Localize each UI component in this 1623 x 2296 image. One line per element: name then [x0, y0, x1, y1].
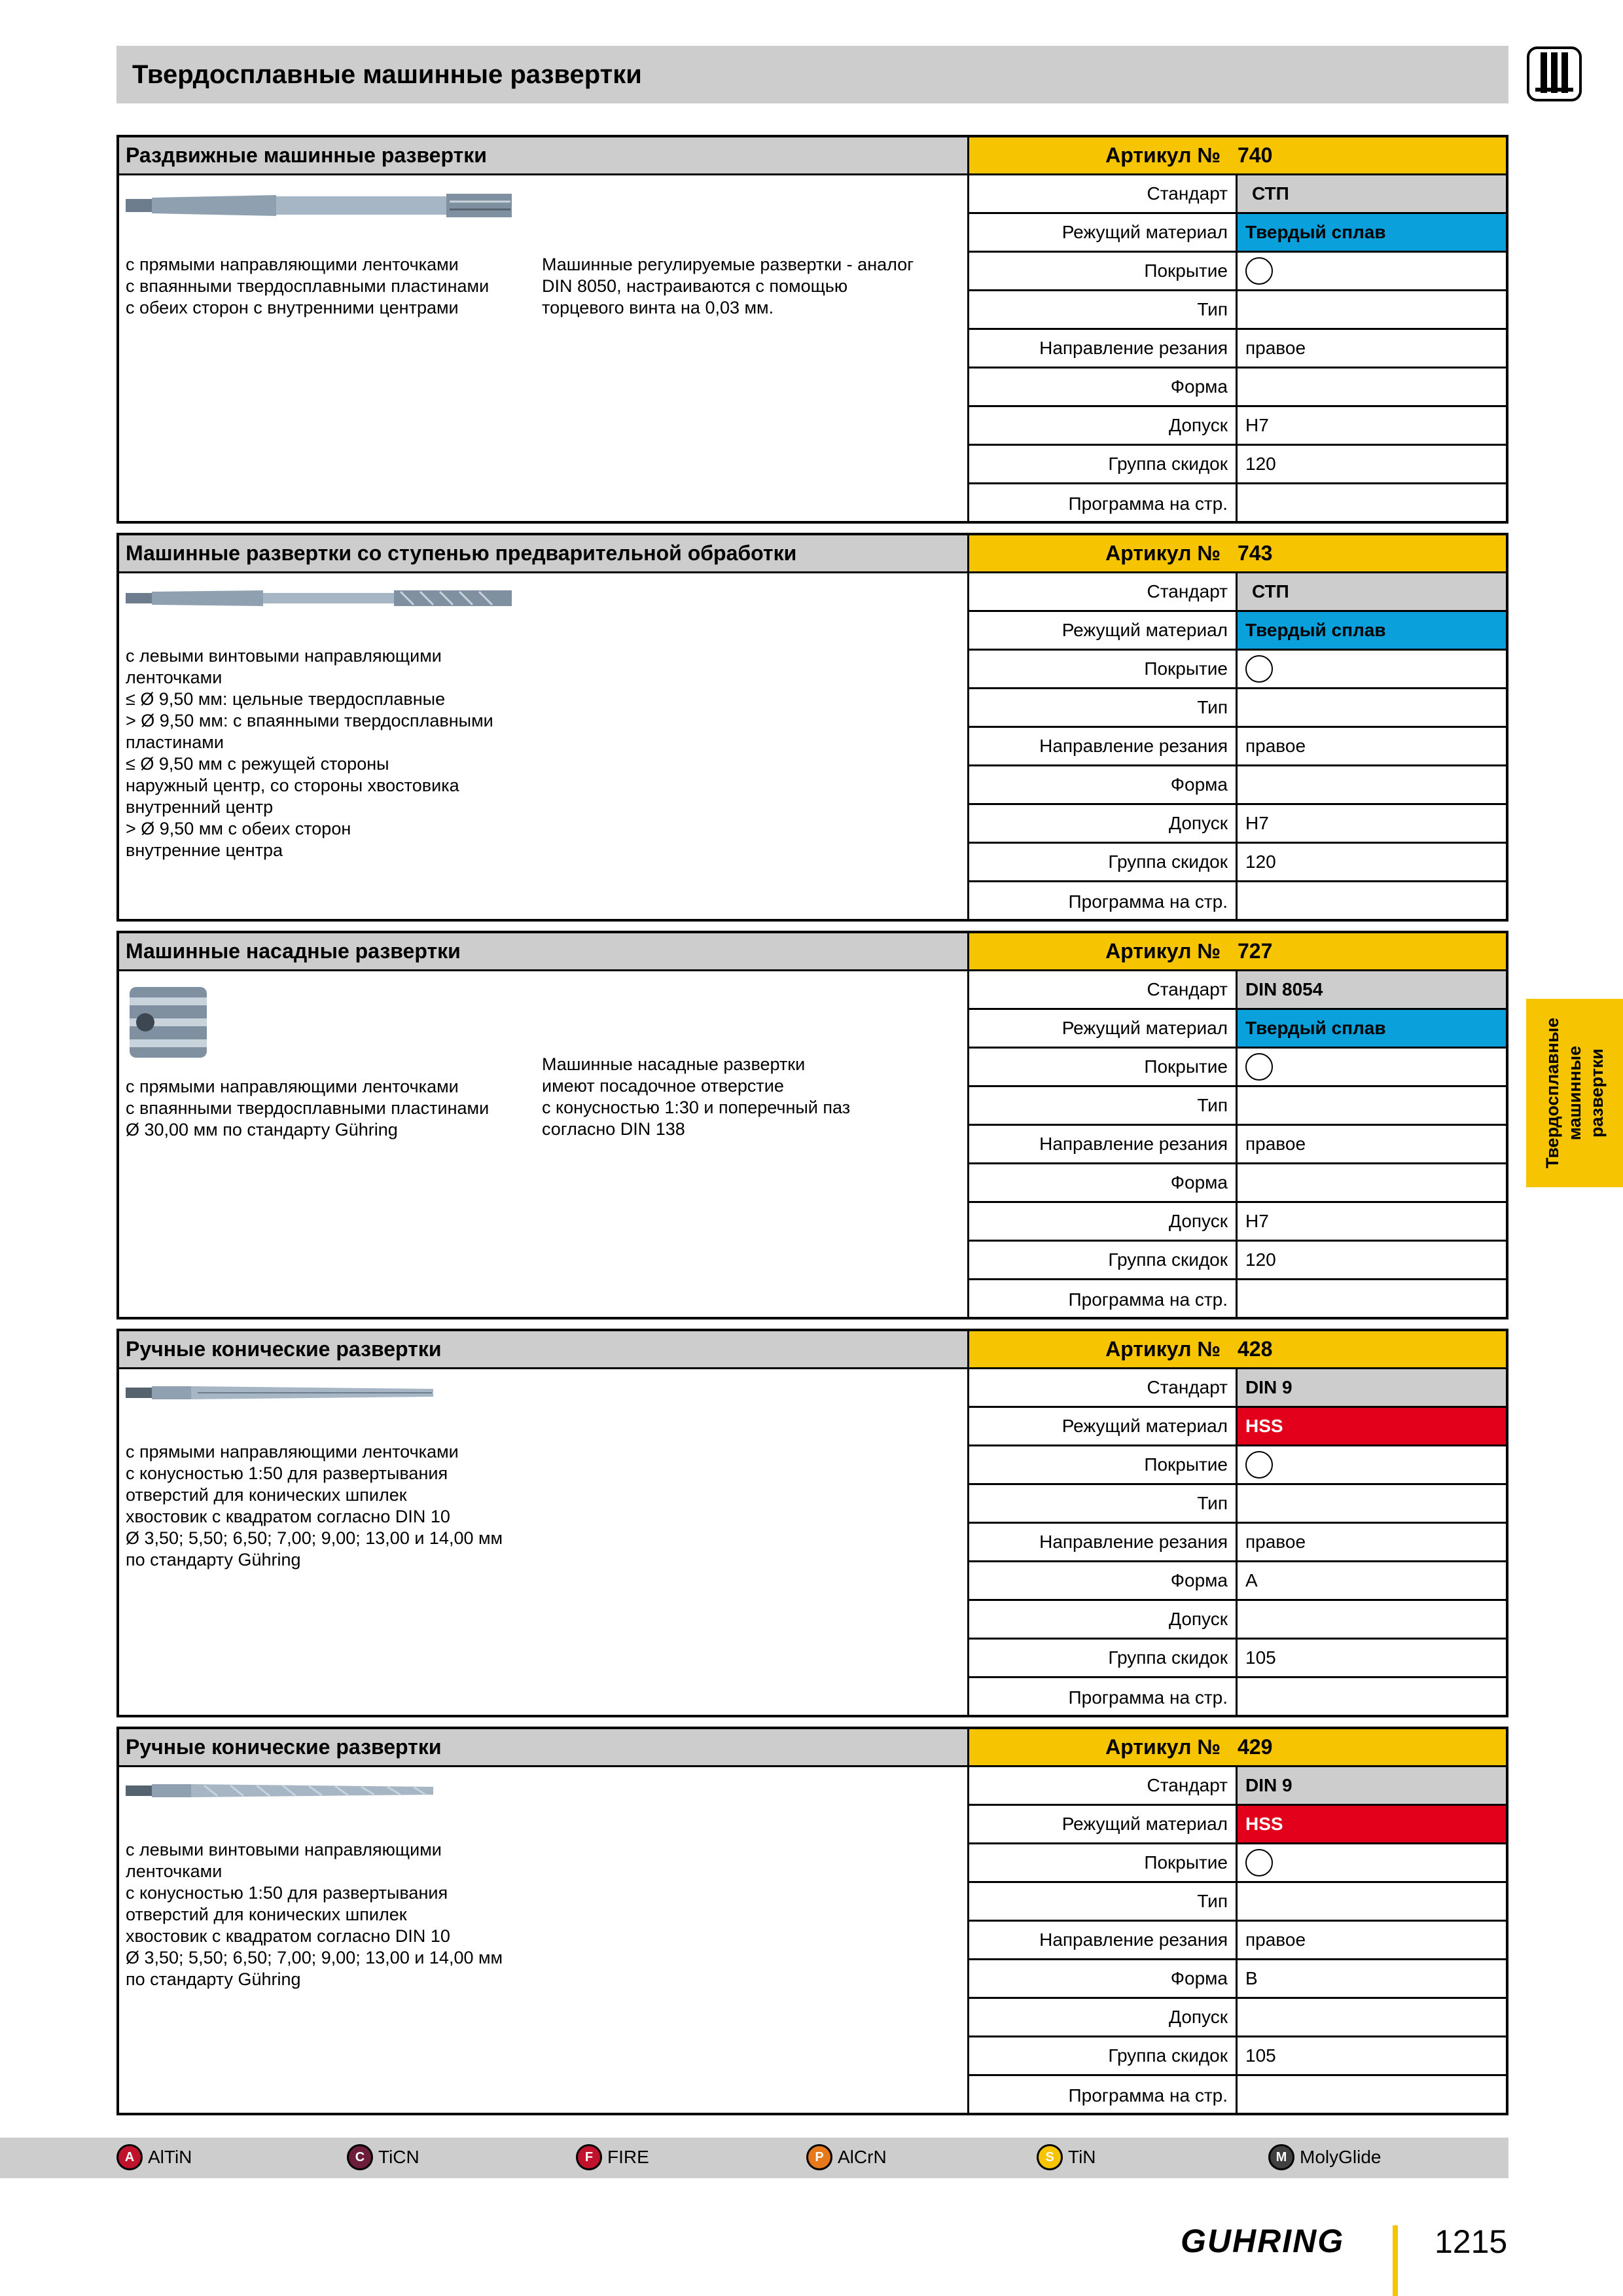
spec-label: Группа скидок — [969, 2037, 1238, 2074]
tool-image — [126, 585, 518, 615]
spec-value-standard: СТП — [1238, 175, 1506, 212]
article-label: Артикул № — [1105, 1337, 1221, 1361]
description-area — [119, 1767, 969, 2113]
spec-value-coating — [1238, 651, 1506, 687]
page-number: 1215 — [1435, 2223, 1508, 2260]
legend-item — [576, 2144, 649, 2170]
uncoated-circle-icon — [1245, 1849, 1273, 1876]
spec-label: Допуск — [969, 1999, 1238, 2036]
spec-row-material — [969, 1408, 1506, 1446]
spec-label: Направление резания — [969, 728, 1238, 764]
spec-row-program — [969, 882, 1506, 921]
spec-label: Допуск — [969, 1601, 1238, 1638]
spec-value-direction: правое — [1245, 1929, 1306, 1950]
spec-value-material: Твердый сплав — [1238, 612, 1506, 649]
spec-value-standard: DIN 8054 — [1238, 971, 1506, 1008]
spec-row-program — [969, 1280, 1506, 1319]
coating-fire-icon — [576, 2144, 602, 2170]
coating-icon-letter: P — [815, 2149, 824, 2164]
spec-value-tolerance — [1238, 1999, 1506, 2036]
spec-value-program — [1238, 484, 1506, 523]
article-number[interactable]: 743 — [1238, 541, 1273, 565]
spec-row-coating — [969, 1446, 1506, 1485]
spec-label: Тип — [969, 1883, 1238, 1920]
article-header — [969, 1729, 1506, 1767]
description-area — [119, 1369, 969, 1715]
spec-value-form — [1238, 766, 1506, 803]
description-area — [119, 971, 969, 1317]
spec-label: Программа на стр. — [969, 1678, 1238, 1717]
coating-icon-letter: M — [1275, 2149, 1287, 2164]
spec-row-form — [969, 368, 1506, 407]
spec-label: Программа на стр. — [969, 2076, 1238, 2115]
spec-row-tolerance — [969, 805, 1506, 844]
legend-item — [1037, 2144, 1096, 2170]
spec-row-standard — [969, 1369, 1506, 1408]
spec-value-form — [1238, 1164, 1506, 1201]
spec-row-tolerance — [969, 1601, 1506, 1640]
product-section — [116, 1329, 1508, 1717]
spec-label: Тип — [969, 291, 1238, 328]
description-area — [119, 175, 969, 521]
spec-row-program — [969, 1678, 1506, 1717]
spec-row-direction — [969, 1524, 1506, 1562]
spec-label: Режущий материал — [969, 1408, 1238, 1444]
spec-row-tolerance — [969, 1203, 1506, 1242]
tool-image — [126, 1381, 440, 1408]
spec-value-direction: правое — [1245, 1532, 1306, 1552]
spec-value-standard: СТП — [1238, 573, 1506, 610]
spec-value-type — [1238, 1883, 1506, 1920]
spec-row-standard — [969, 175, 1506, 214]
coating-alcrn-icon — [806, 2144, 832, 2170]
spec-row-material — [969, 612, 1506, 651]
spec-value-type — [1238, 689, 1506, 726]
coating-ticn-icon — [347, 2144, 373, 2170]
spec-label: Режущий материал — [969, 1010, 1238, 1047]
spec-row-form — [969, 1164, 1506, 1203]
spec-label: Форма — [969, 766, 1238, 803]
spec-value-direction: правое — [1245, 1134, 1306, 1154]
spec-row-standard — [969, 573, 1506, 612]
spec-label: Покрытие — [969, 1446, 1238, 1483]
section-title-text: Ручные конические развертки — [126, 1337, 442, 1361]
spec-value-discount: 120 — [1245, 852, 1276, 872]
section-title-text: Ручные конические развертки — [126, 1735, 442, 1759]
spec-label: Покрытие — [969, 253, 1238, 289]
tool-image — [126, 983, 211, 1065]
spec-value-material: HSS — [1238, 1806, 1506, 1842]
description-note: Машинные насадные развертки имеют посадочное отверстие с конусностью 1:30 и поперечный паз согласно DIN 138 — [542, 1054, 851, 1139]
spec-label: Стандарт — [969, 1767, 1238, 1804]
uncoated-circle-icon — [1245, 655, 1273, 683]
article-number[interactable]: 428 — [1238, 1337, 1273, 1361]
spec-value-material: HSS — [1238, 1408, 1506, 1444]
spec-label: Стандарт — [969, 573, 1238, 610]
side-tab-line: машинные — [1565, 1045, 1585, 1141]
spec-value-program — [1238, 1280, 1506, 1319]
side-chapter-tab[interactable] — [1526, 999, 1623, 1187]
section-title — [119, 535, 969, 573]
spec-value-type — [1238, 291, 1506, 328]
spec-value-direction: правое — [1245, 338, 1306, 358]
spec-value-tolerance: H7 — [1245, 415, 1269, 435]
spec-label: Допуск — [969, 1203, 1238, 1240]
spec-row-material — [969, 214, 1506, 253]
spec-row-discount — [969, 446, 1506, 484]
legend-item — [116, 2144, 192, 2170]
uncoated-circle-icon — [1245, 1053, 1273, 1081]
spec-row-type — [969, 291, 1506, 330]
coating-icon-letter: S — [1045, 2149, 1054, 2164]
article-number[interactable]: 740 — [1238, 143, 1273, 167]
spec-table — [969, 573, 1506, 921]
spec-label: Стандарт — [969, 1369, 1238, 1406]
spec-value-coating — [1238, 1844, 1506, 1881]
product-section — [116, 135, 1508, 524]
spec-row-coating — [969, 651, 1506, 689]
spec-row-coating — [969, 253, 1506, 291]
spec-row-direction — [969, 728, 1506, 766]
coating-legend — [0, 2138, 1508, 2178]
spec-value-type — [1238, 1485, 1506, 1522]
legend-item — [806, 2144, 887, 2170]
tool-image — [126, 1779, 440, 1806]
spec-label: Покрытие — [969, 1844, 1238, 1881]
article-label: Артикул № — [1105, 1735, 1221, 1759]
spec-row-form — [969, 766, 1506, 805]
spec-value-type — [1238, 1087, 1506, 1124]
spec-label: Допуск — [969, 407, 1238, 444]
description-text: с прямыми направляющими ленточками с конусностью 1:50 для развертывания отверстий для конических шпилек хвостовик с квадратом согласно DIN 10 Ø 3,50; 5,50; 6,50; 7,00; 9,00; 13,00 и 14,00 мм по стандарту Gühring — [126, 1442, 503, 1570]
side-tab-line: развертки — [1587, 1049, 1607, 1138]
spec-row-program — [969, 484, 1506, 523]
coating-icon-letter: A — [124, 2149, 135, 2164]
spec-row-type — [969, 689, 1506, 728]
spec-label: Стандарт — [969, 971, 1238, 1008]
tool-image — [126, 187, 518, 227]
article-label: Артикул № — [1105, 541, 1221, 565]
spec-label: Группа скидок — [969, 446, 1238, 482]
spec-value-direction: правое — [1245, 736, 1306, 756]
spec-table — [969, 1767, 1506, 2115]
spec-label: Покрытие — [969, 1049, 1238, 1085]
legend-label: MolyGlide — [1300, 2147, 1382, 2167]
spec-value-discount: 120 — [1245, 454, 1276, 474]
spec-value-program — [1238, 2076, 1506, 2115]
spec-value-coating — [1238, 253, 1506, 289]
spec-label: Режущий материал — [969, 1806, 1238, 1842]
spec-value-discount: 105 — [1245, 1647, 1276, 1668]
uncoated-circle-icon — [1245, 257, 1273, 285]
spec-value-coating — [1238, 1446, 1506, 1483]
spec-row-standard — [969, 971, 1506, 1010]
section-title — [119, 1331, 969, 1369]
spec-label: Форма — [969, 1164, 1238, 1201]
spec-row-discount — [969, 2037, 1506, 2076]
spec-row-material — [969, 1806, 1506, 1844]
spec-value-discount: 120 — [1245, 1249, 1276, 1270]
spec-row-direction — [969, 1922, 1506, 1960]
spec-row-discount — [969, 1242, 1506, 1280]
spec-value-tolerance: H7 — [1245, 813, 1269, 833]
spec-label: Форма — [969, 1562, 1238, 1599]
spec-label: Стандарт — [969, 175, 1238, 212]
spec-value-discount: 105 — [1245, 2045, 1276, 2066]
spec-label: Группа скидок — [969, 1640, 1238, 1676]
spec-row-type — [969, 1883, 1506, 1922]
spec-label: Направление резания — [969, 1524, 1238, 1560]
section-title-text: Раздвижные машинные развертки — [126, 143, 487, 167]
spec-value-form: B — [1245, 1968, 1258, 1988]
spec-row-program — [969, 2076, 1506, 2115]
spec-value-form: A — [1245, 1570, 1258, 1590]
spec-label: Направление резания — [969, 1922, 1238, 1958]
spec-value-material: Твердый сплав — [1238, 214, 1506, 251]
article-label: Артикул № — [1105, 939, 1221, 963]
spec-row-tolerance — [969, 1999, 1506, 2037]
spec-label: Форма — [969, 368, 1238, 405]
spec-row-standard — [969, 1767, 1506, 1806]
spec-label: Форма — [969, 1960, 1238, 1997]
page-title: Твердосплавные машинные развертки — [132, 60, 642, 89]
description-text: с левыми винтовыми направляющими ленточками ≤ Ø 9,50 мм: цельные твердосплавные > Ø 9,50 мм: с впаянными твердосплавными пластинами ≤ Ø 9,50 мм с режущей стороны наружный центр, со стороны хвостовика внутренний центр > Ø 9,50 мм с обеих сторон внутренние центра — [126, 646, 493, 860]
article-header — [969, 1331, 1506, 1369]
spec-table — [969, 971, 1506, 1319]
spec-value-program — [1238, 882, 1506, 921]
description-note: Машинные регулируемые развертки - аналог DIN 8050, настраиваются с помощью торцевого винта на 0,03 мм. — [542, 255, 914, 317]
section-title — [119, 137, 969, 175]
spec-row-direction — [969, 1126, 1506, 1164]
reamer-category-icon — [1526, 46, 1582, 102]
spec-row-form — [969, 1960, 1506, 1999]
spec-row-tolerance — [969, 407, 1506, 446]
description-text: с прямыми направляющими ленточками с впаянными твердосплавными пластинами Ø 30,00 мм по стандарту Gühring — [126, 1077, 490, 1139]
spec-label: Допуск — [969, 805, 1238, 842]
section-title — [119, 1729, 969, 1767]
spec-label: Программа на стр. — [969, 882, 1238, 921]
spec-row-material — [969, 1010, 1506, 1049]
legend-label: AlTiN — [148, 2147, 192, 2167]
legend-label: TiN — [1068, 2147, 1096, 2167]
spec-label: Направление резания — [969, 330, 1238, 367]
spec-row-form — [969, 1562, 1506, 1601]
legend-item — [1268, 2144, 1381, 2170]
coating-icon-letter: F — [584, 2149, 594, 2164]
spec-row-direction — [969, 330, 1506, 368]
spec-label: Режущий материал — [969, 612, 1238, 649]
product-section — [116, 533, 1508, 922]
spec-label: Тип — [969, 689, 1238, 726]
article-header — [969, 933, 1506, 971]
spec-value-form — [1238, 368, 1506, 405]
section-title — [119, 933, 969, 971]
spec-row-discount — [969, 1640, 1506, 1678]
spec-table — [969, 175, 1506, 523]
side-tab-line: Твердосплавные — [1543, 1017, 1563, 1169]
coating-tin-icon — [1037, 2144, 1063, 2170]
product-section — [116, 931, 1508, 1319]
spec-row-type — [969, 1087, 1506, 1126]
article-header — [969, 137, 1506, 175]
spec-table — [969, 1369, 1506, 1717]
description-text: с прямыми направляющими ленточками с впаянными твердосплавными пластинами с обеих сторон с внутренними центрами — [126, 255, 490, 317]
spec-value-standard: DIN 9 — [1238, 1767, 1506, 1804]
spec-value-material: Твердый сплав — [1238, 1010, 1506, 1047]
coating-icon-letter: C — [355, 2149, 365, 2164]
spec-label: Тип — [969, 1087, 1238, 1124]
spec-label: Группа скидок — [969, 844, 1238, 880]
spec-row-coating — [969, 1844, 1506, 1883]
spec-value-coating — [1238, 1049, 1506, 1085]
legend-label: TiCN — [378, 2147, 419, 2167]
spec-label: Направление резания — [969, 1126, 1238, 1162]
spec-row-coating — [969, 1049, 1506, 1087]
description-area — [119, 573, 969, 919]
legend-label: FIRE — [607, 2147, 649, 2167]
spec-row-type — [969, 1485, 1506, 1524]
coating-molyglide-icon — [1268, 2144, 1294, 2170]
article-number[interactable]: 429 — [1238, 1735, 1273, 1759]
uncoated-circle-icon — [1245, 1451, 1273, 1479]
article-number[interactable]: 727 — [1238, 939, 1273, 963]
spec-row-discount — [969, 844, 1506, 882]
legend-item — [347, 2144, 419, 2170]
spec-value-tolerance: H7 — [1245, 1211, 1269, 1231]
section-title-text: Машинные развертки со ступенью предварительной обработки — [126, 541, 797, 565]
spec-value-program — [1238, 1678, 1506, 1717]
brand-logo: GUHRING — [1181, 2223, 1345, 2259]
description-text: с левыми винтовыми направляющими ленточками с конусностью 1:50 для развертывания отверстий для конических шпилек хвостовик с квадратом согласно DIN 10 Ø 3,50; 5,50; 6,50; 7,00; 9,00; 13,00 и 14,00 мм по стандарту Gühring — [126, 1840, 503, 1989]
article-label: Артикул № — [1105, 143, 1221, 167]
page-number-divider — [1393, 2225, 1398, 2296]
spec-label: Режущий материал — [969, 214, 1238, 251]
spec-label: Группа скидок — [969, 1242, 1238, 1278]
spec-value-tolerance — [1238, 1601, 1506, 1638]
spec-label: Программа на стр. — [969, 484, 1238, 523]
legend-label: AlCrN — [838, 2147, 887, 2167]
section-title-text: Машинные насадные развертки — [126, 939, 461, 963]
product-section — [116, 1727, 1508, 2115]
spec-label: Покрытие — [969, 651, 1238, 687]
page-title-bar — [116, 46, 1508, 103]
coating-altin-icon — [116, 2144, 143, 2170]
article-header — [969, 535, 1506, 573]
spec-label: Тип — [969, 1485, 1238, 1522]
spec-value-standard: DIN 9 — [1238, 1369, 1506, 1406]
spec-label: Программа на стр. — [969, 1280, 1238, 1319]
